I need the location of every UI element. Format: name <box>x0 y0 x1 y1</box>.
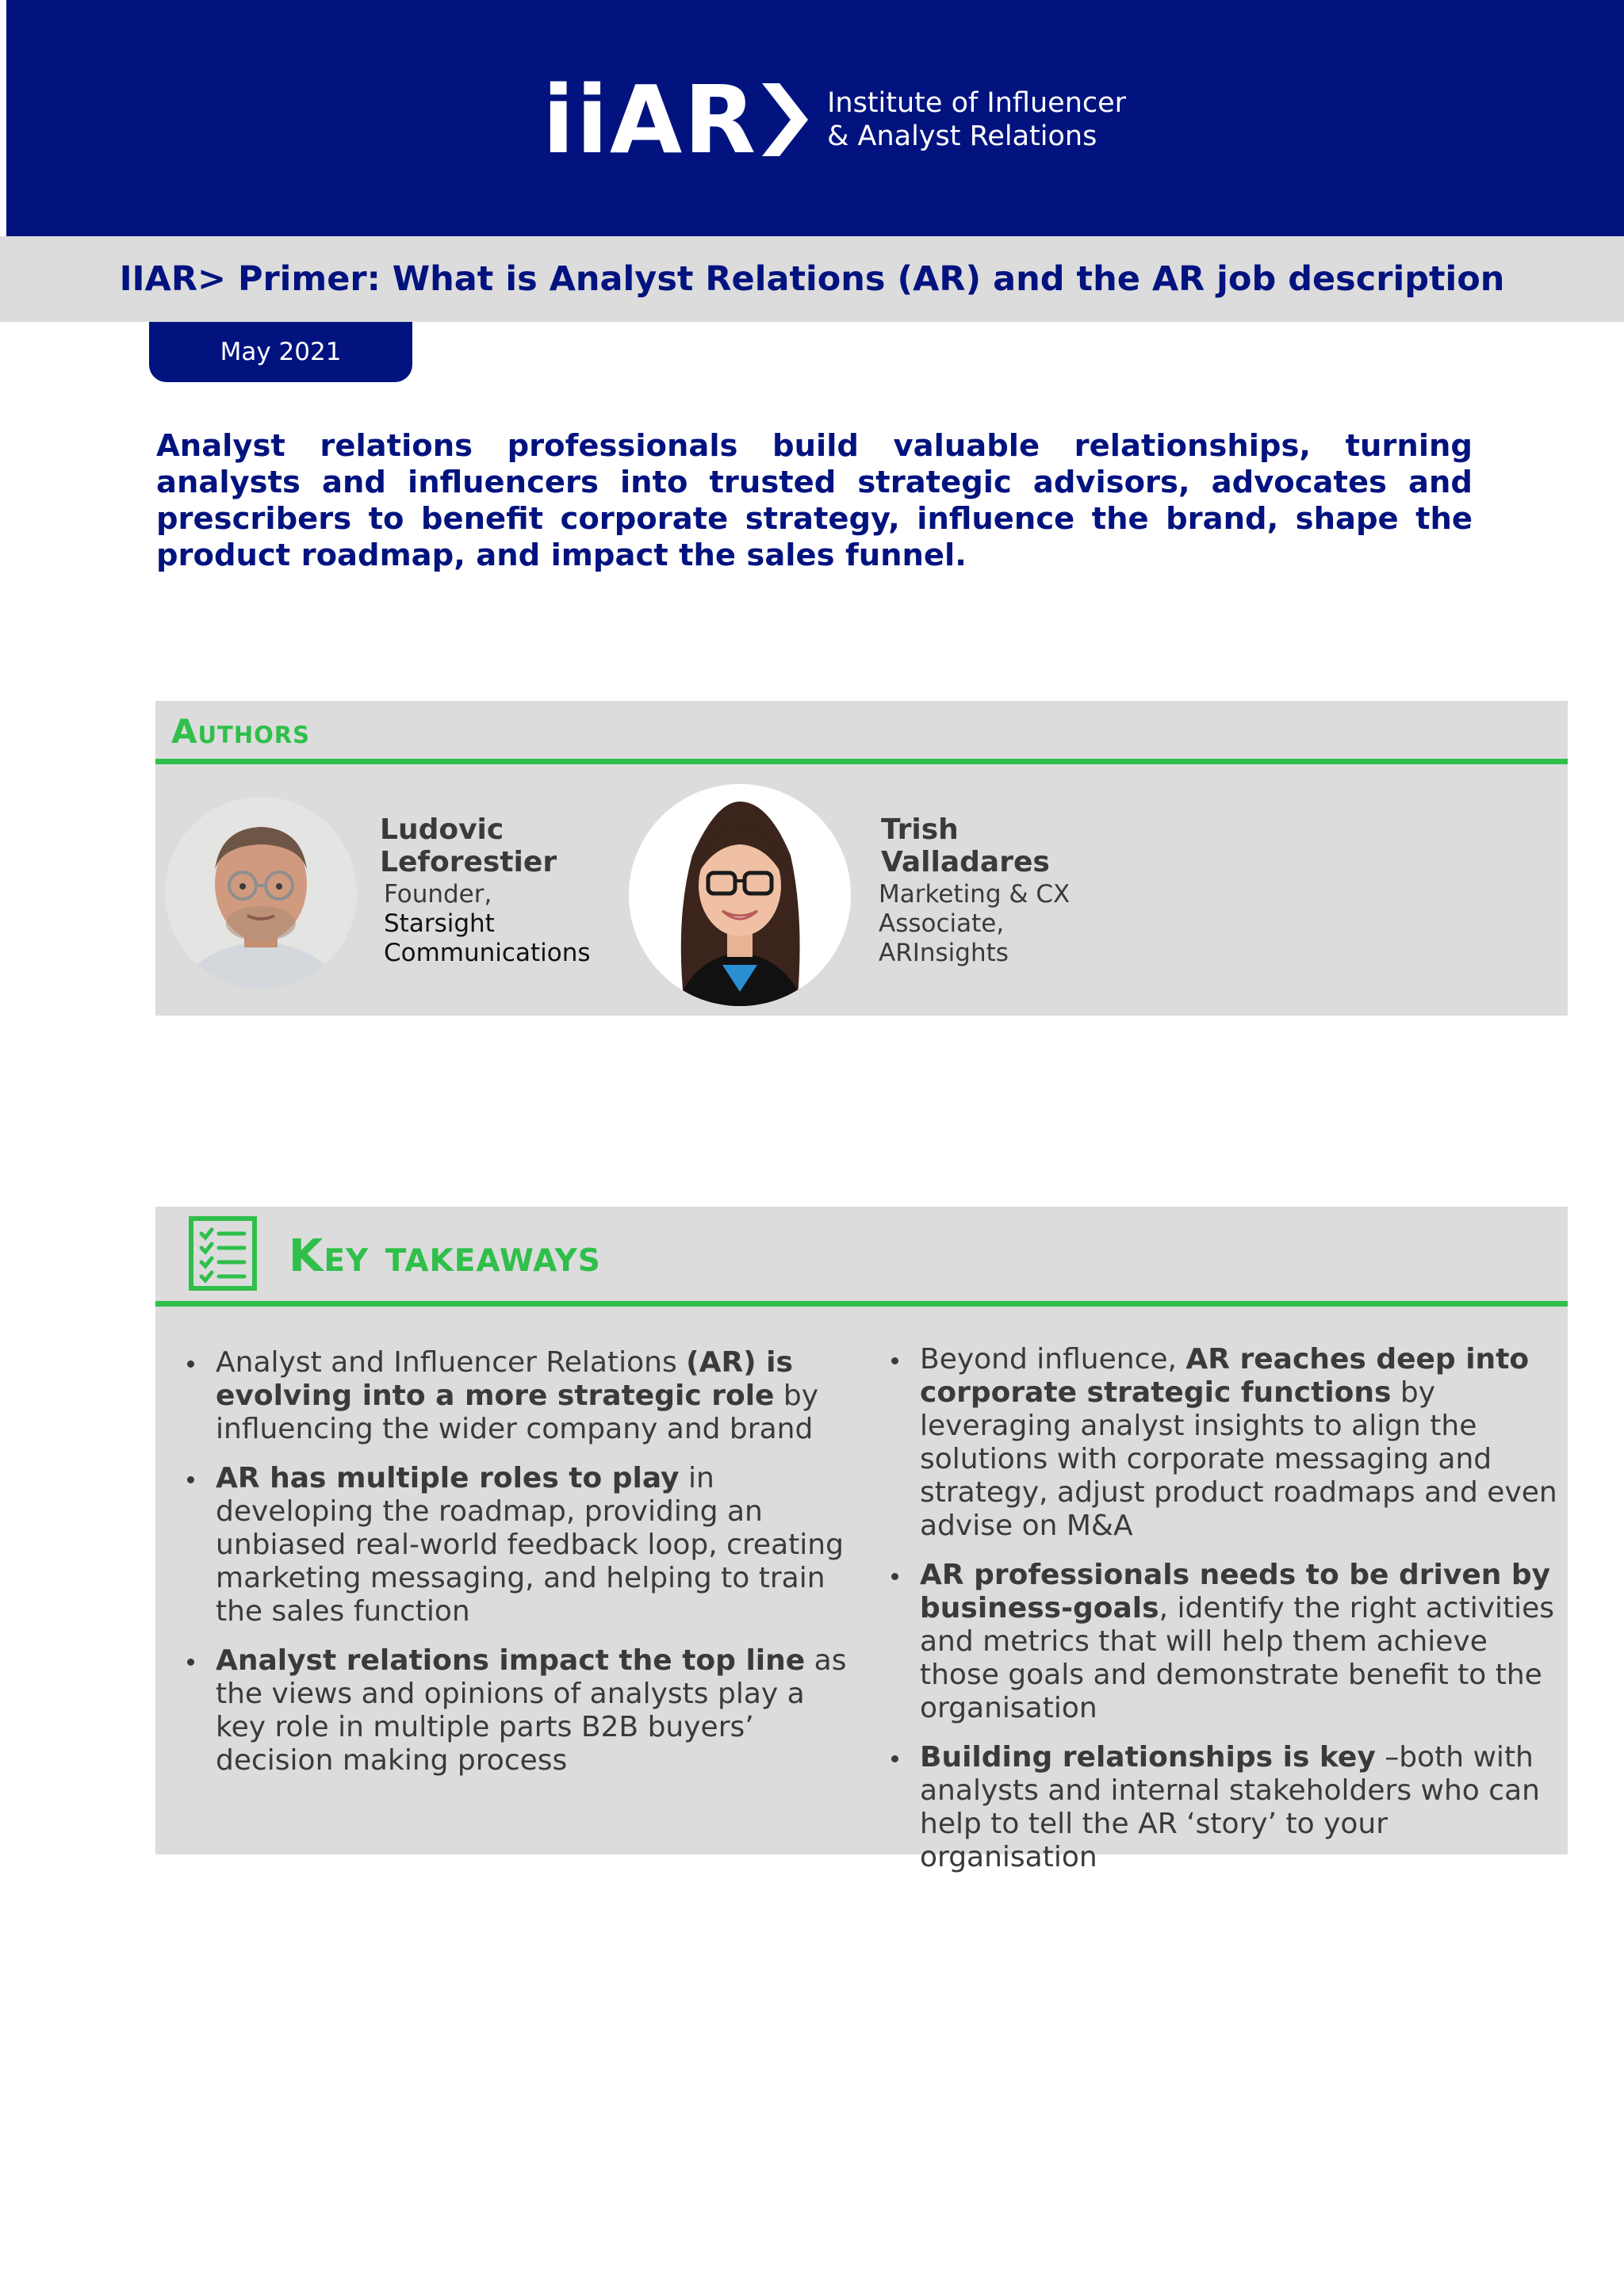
portrait-icon <box>165 797 357 989</box>
page-title: IIAR> Primer: What is Analyst Relations (AR) and the AR job description <box>119 259 1505 299</box>
header-banner <box>6 0 1624 236</box>
author-name-line2: Leforestier <box>380 846 557 878</box>
authors-panel <box>155 764 1568 1016</box>
author-name-line2: Valladares <box>881 846 1050 878</box>
list-item: AR professionals needs to be driven by business-goals, identify the right activities and metrics that will help them achieve those goals and demonstrate benefit to the organisation <box>888 1559 1562 1725</box>
authors-divider <box>155 759 1568 764</box>
author-org-line2: Communications <box>384 939 591 967</box>
takeaways-left-list <box>184 1346 850 1793</box>
date-badge <box>149 322 412 382</box>
takeaways-header <box>155 1207 1568 1301</box>
author-org-line1: Starsight <box>384 909 495 938</box>
avatar-ludovic-leforestier <box>165 797 357 989</box>
logo-wordmark: iiAR <box>542 65 758 174</box>
authors-heading: Authors <box>171 712 310 751</box>
chevron-right-icon <box>762 83 808 156</box>
logo-tagline-line2: & Analyst Relations <box>827 121 1097 152</box>
logo-tagline <box>827 86 1126 153</box>
intro-paragraph: Analyst relations professionals build valuable relationships, turning analysts and influencers into trusted strategic advisors, advocates and prescribers to benefit corporate strategy, influence the brand, shape the product roadmap, and impact the sales funnel. <box>156 428 1473 573</box>
list-item: Beyond influence, AR reaches deep into corporate strategic functions by leveraging analyst insights to align the solutions with corporate messaging and strategy, adjust product roadmaps and even advise on M&A <box>888 1343 1562 1543</box>
checklist-icon <box>189 1216 257 1291</box>
author-name-line1: Ludovic <box>380 813 504 846</box>
takeaways-right-list <box>888 1343 1562 1890</box>
author-name-line1: Trish <box>881 813 959 846</box>
title-banner <box>0 236 1624 322</box>
author-role-line2: Associate, <box>879 909 1005 938</box>
list-item: Analyst and Influencer Relations (AR) is evolving into a more strategic role by influencing the wider company and brand <box>184 1346 850 1446</box>
list-item: Building relationships is key –both with analysts and internal stakeholders who can help to tell the AR ‘story’ to your organisation <box>888 1741 1562 1874</box>
authors-header <box>155 701 1568 760</box>
date-label: May 2021 <box>220 338 342 366</box>
iiar-logo[interactable] <box>542 65 1127 174</box>
takeaways-divider <box>155 1301 1568 1307</box>
author-role: Founder, <box>384 880 492 909</box>
list-item: AR has multiple roles to play in developing the roadmap, providing an unbiased real-world feedback loop, creating marketing messaging, and helping to train the sales function <box>184 1462 850 1628</box>
author-org: ARInsights <box>879 939 1009 967</box>
takeaways-heading: Key takeaways <box>289 1230 601 1282</box>
list-item: Analyst relations impact the top line as the views and opinions of analysts play a key role in multiple parts B2B buyers’ decision making process <box>184 1644 850 1777</box>
portrait-icon <box>629 784 851 1006</box>
avatar-trish-valladares <box>629 784 851 1006</box>
logo-tagline-line1: Institute of Influencer <box>827 87 1127 119</box>
author-role-line1: Marketing & CX <box>879 880 1071 909</box>
